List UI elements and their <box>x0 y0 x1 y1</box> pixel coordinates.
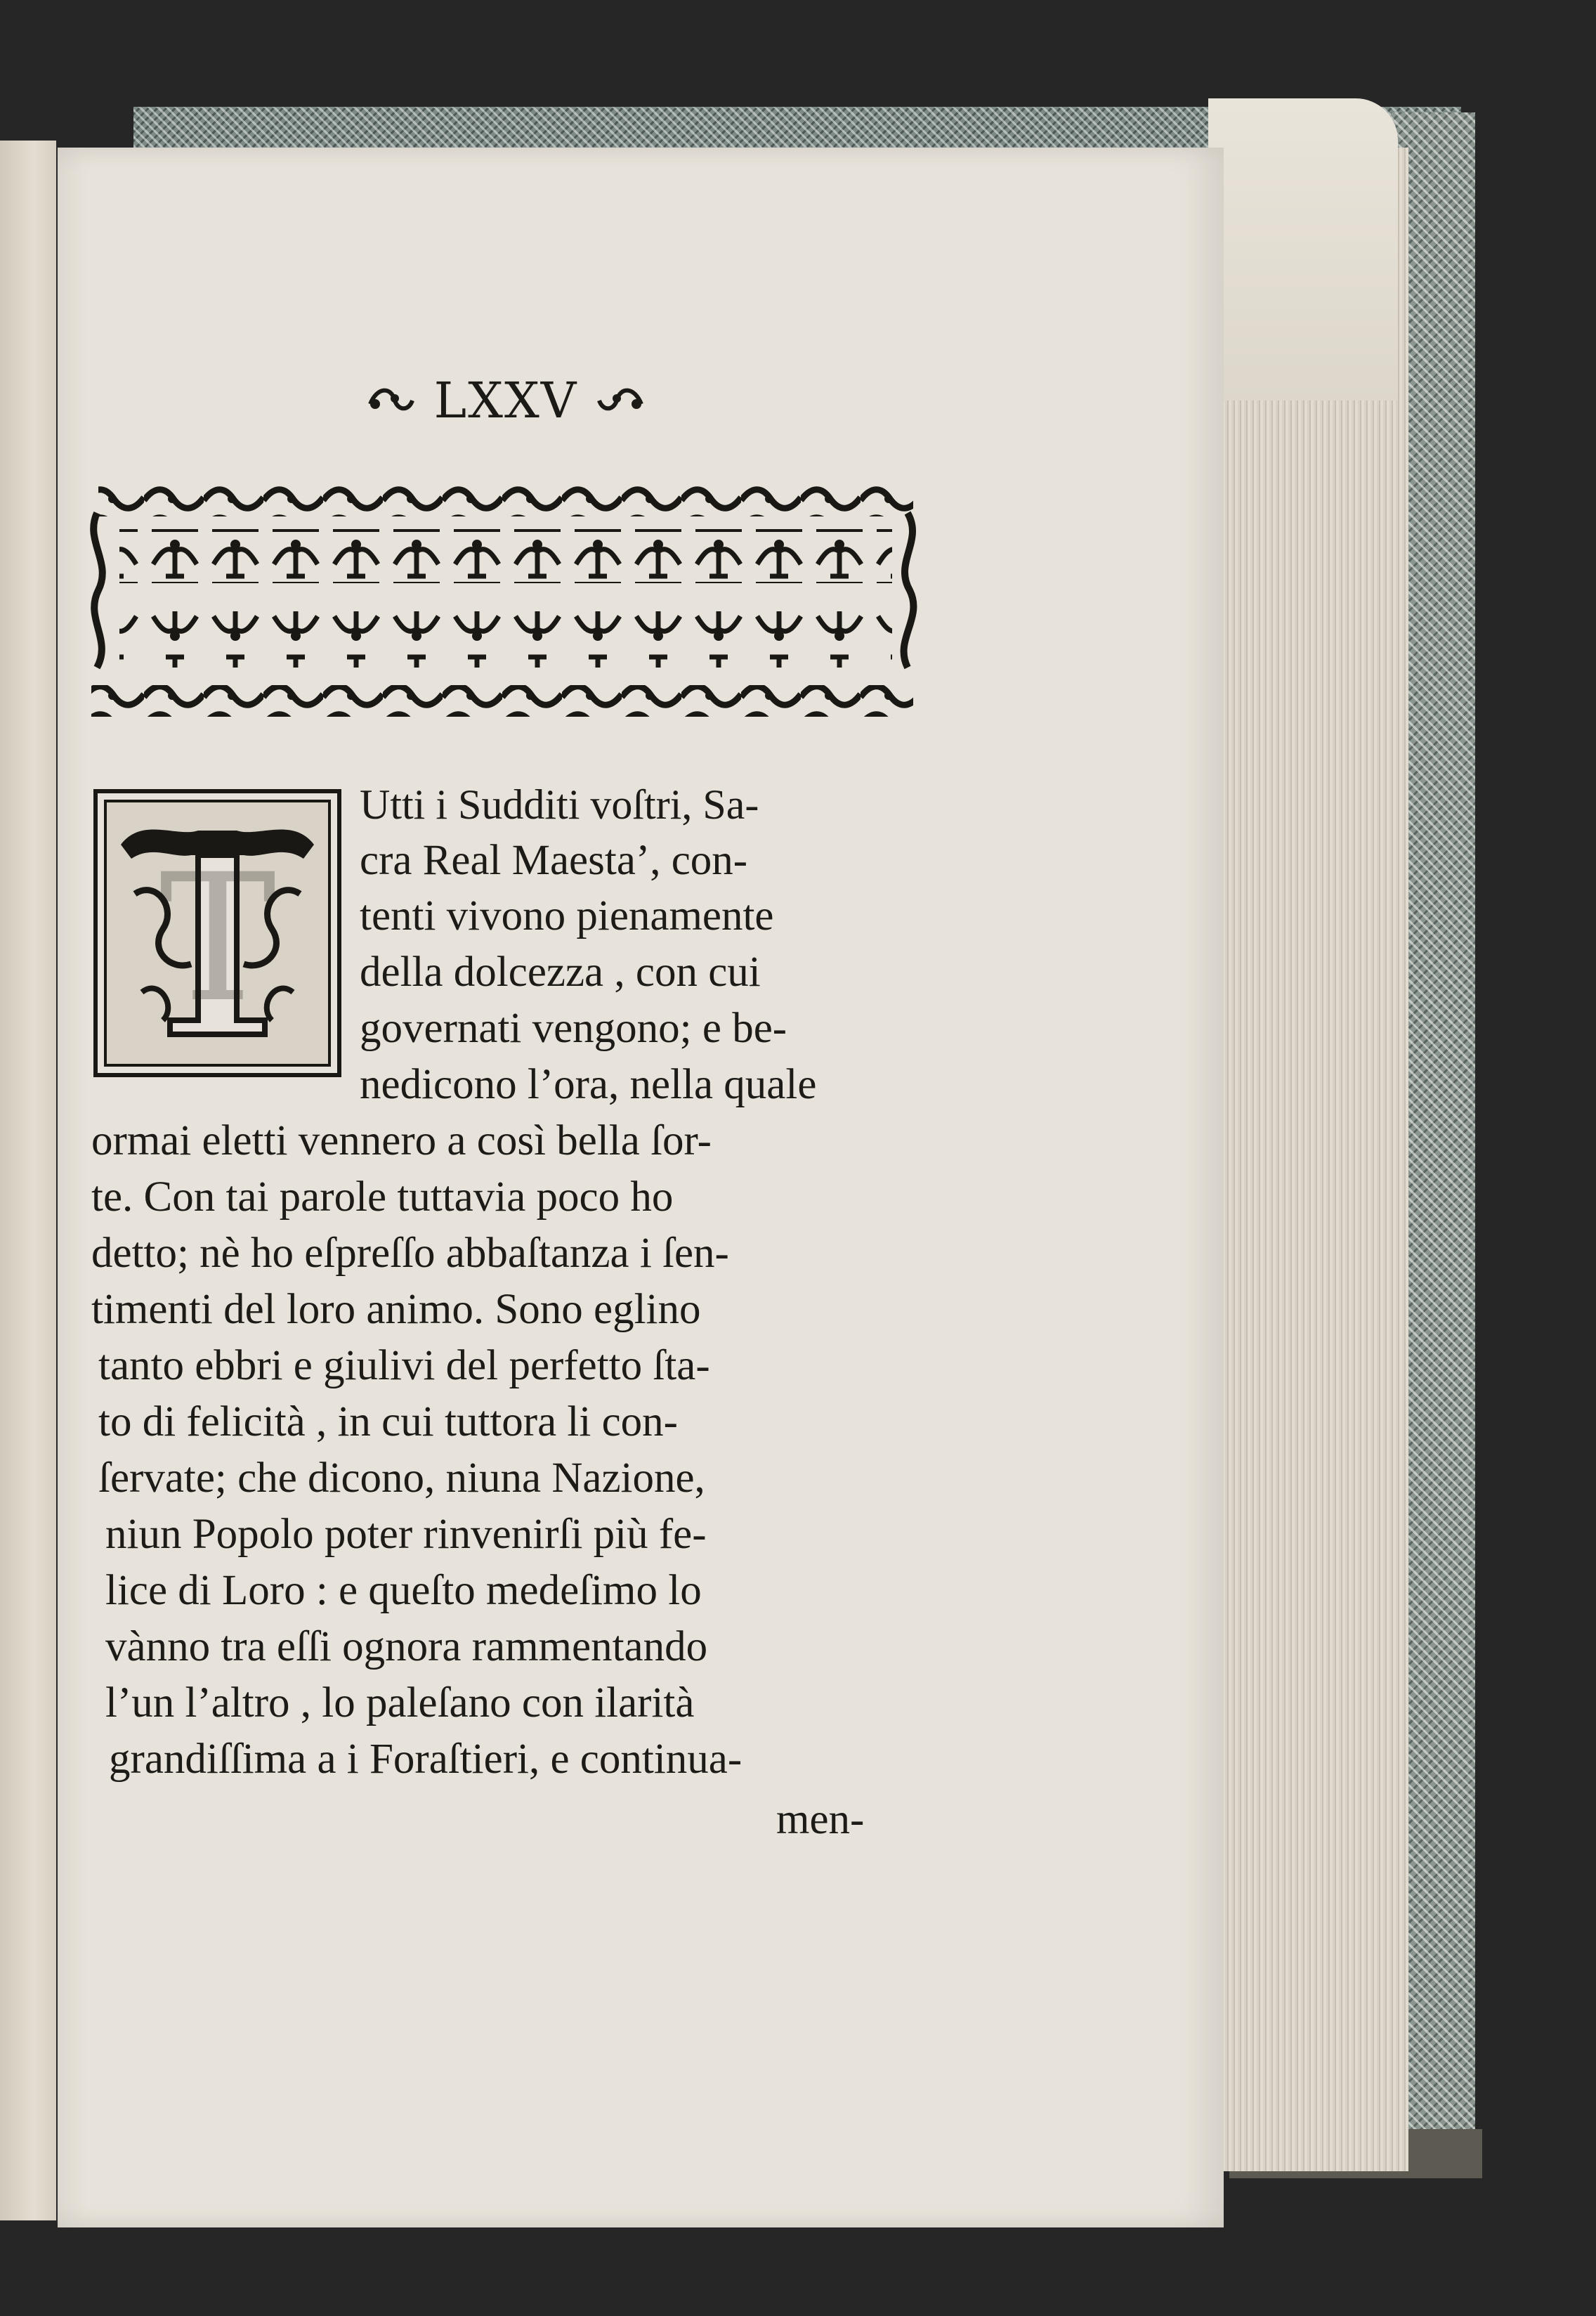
text-line: ſervate; che dicono, niuna Nazione, <box>98 1455 705 1502</box>
text-line: to di felicità , in cui tuttora li con- <box>98 1398 678 1445</box>
page-number: LXXV <box>433 372 578 429</box>
text-line: vànno tra eſſi ognora rammentando <box>105 1623 708 1670</box>
text-line: timenti del loro animo. Sono eglino <box>91 1286 701 1333</box>
text-line: niun Popolo poter rinvenirſi più fe- <box>105 1511 707 1558</box>
text-line: Utti i Sudditi voſtri, Sa- <box>360 781 759 828</box>
text-line: l’un l’altro , lo paleſano con ilarità <box>105 1679 695 1726</box>
text-line: governati vengono; e be- <box>360 1005 787 1052</box>
text-line: tanto ebbri e giulivi del perfetto ſta- <box>98 1342 710 1389</box>
text-line: te. Con tai parole tuttavia poco ho <box>91 1173 674 1221</box>
text-line: cra Real Maesta’, con- <box>360 837 748 884</box>
text-line: ormai eletti vennero a così bella ſor- <box>91 1117 712 1164</box>
text-line: tenti vivono pienamente <box>360 892 774 939</box>
catchword: men- <box>776 1796 865 1843</box>
text-line: della dolcezza , con cui <box>360 949 761 996</box>
text-line: grandiſſima a i Foraſtieri, e continua- <box>109 1736 743 1783</box>
text-line: detto; nè ho eſpreſſo abbaſtanza i ſen- <box>91 1230 729 1277</box>
text-line: lice di Loro : e queſto medeſimo lo <box>105 1567 702 1614</box>
initial-letter: T <box>159 836 277 1041</box>
text-line: nedicono l’ora, nella quale <box>360 1061 817 1108</box>
